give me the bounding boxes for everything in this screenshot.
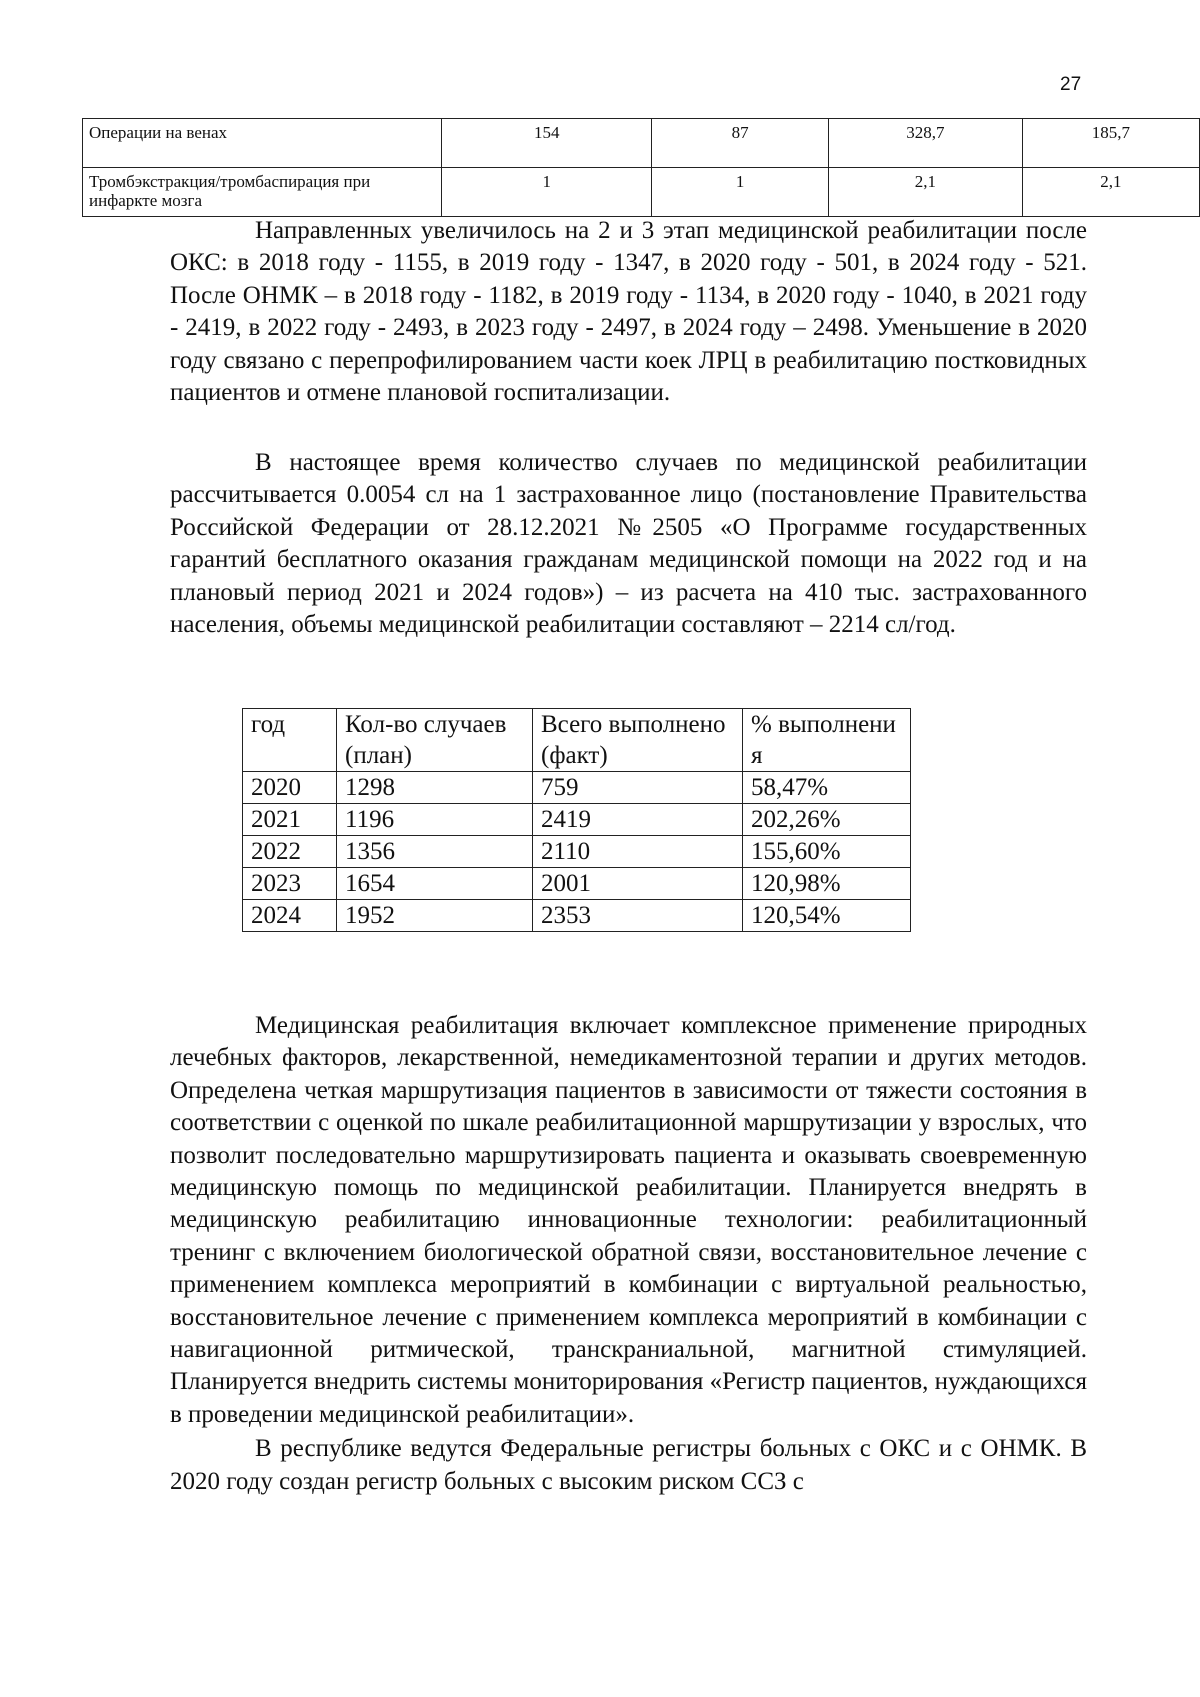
table-cell: 1: [652, 168, 829, 217]
table-cell: 328,7: [829, 119, 1023, 168]
table-row: [243, 900, 911, 932]
table-cell: 2024: [243, 900, 337, 932]
table-cell: 120,98%: [743, 868, 911, 900]
surgery-table: [82, 118, 1200, 217]
table-cell: 1356: [337, 836, 533, 868]
header-year: год: [243, 709, 337, 772]
table-cell: 1196: [337, 804, 533, 836]
paragraphs-rehab-methods: [170, 1010, 1087, 1498]
paragraph-text: В республике ведутся Федеральные регистры больных с ОКС и с ОНМК. В 2020 году создан регистр больных с высоким риском ССЗ с: [170, 1435, 1087, 1495]
table-cell: 120,54%: [743, 900, 911, 932]
table-cell: 58,47%: [743, 772, 911, 804]
table-cell: 759: [533, 772, 743, 804]
rehab-stats-table: [242, 708, 911, 932]
table-row: [243, 868, 911, 900]
header-percent: % выполнени я: [743, 709, 911, 772]
paragraph-text: Медицинская реабилитация включает комплексное применение природных лечебных факторов, лекарственной, немедикаментозной терапии и других методов. Определена четкая маршрутизация пациентов в зависимости от тяжести состояния в соответствии с оценкой по шкале реабилитационной маршрутизации у взрослых, что позволит последовательно маршрутизировать пациента и оказывать своевременную медицинскую помощь по медицинской реабилитации. Планируется внедрять в медицинскую реабилитацию инновационные технологии: реабилитационный тренинг с включением биологической обратной связи, восстановительное лечение с применением комплекса мероприятий в комбинации с виртуальной реальностью, восстановительное лечение с применением комплекса мероприятий в комбинации с навигационной ритмической, транскраниальной, магнитной стимуляцией. Планируется внедрить системы мониторирования «Регистр пациентов, нуждающихся в проведении медицинской реабилитации».: [170, 1012, 1087, 1428]
header-planned: Кол-во случаев (план): [337, 709, 533, 772]
table-cell: 2001: [533, 868, 743, 900]
table-cell: 2419: [533, 804, 743, 836]
table-cell: 185,7: [1022, 119, 1199, 168]
paragraph-rehab-referrals: [170, 215, 1087, 409]
table-row: [243, 836, 911, 868]
table-cell: 1654: [337, 868, 533, 900]
table-cell: 2023: [243, 868, 337, 900]
table-cell: 1298: [337, 772, 533, 804]
table-cell: 154: [442, 119, 652, 168]
table-row: [83, 119, 1200, 168]
paragraph-rehab-volume: [170, 447, 1087, 641]
header-done: Всего выполнено (факт): [533, 709, 743, 772]
table-cell: 1952: [337, 900, 533, 932]
table-cell: 2110: [533, 836, 743, 868]
table-header-row: [243, 709, 911, 772]
page-number: 27: [1060, 74, 1082, 95]
paragraph-text: В настоящее время количество случаев по медицинской реабилитации рассчитывается 0.0054 сл на 1 застрахованное лицо (постановление Правительства Российской Федерации от 28.12.2021 №2505 «О Программе государственных гарантий бесплатного оказания гражданам медицинской помощи на 2022 год и на плановый период 2021 и 2024 годов») – из расчета на 410 тыс. застрахованного населения, объемы медицинской реабилитации составляют – 2214 сл/год.: [170, 449, 1087, 639]
table-cell: 155,60%: [743, 836, 911, 868]
table-cell: 87: [652, 119, 829, 168]
table-row: [243, 804, 911, 836]
table-cell: 2,1: [1022, 168, 1199, 217]
table-cell: 1: [442, 168, 652, 217]
paragraph-text: Направленных увеличилось на 2 и 3 этап медицинской реабилитации после ОКС: в 2018 году - 1155, в 2019 году - 1347, в 2020 году - 501, в 2024 году - 521. После ОНМК – в 2018 году - 1182, в 2019 году - 1134, в 2020 году - 1040, в 2021 году - 2419, в 2022 году - 2493, в 2023 году - 2497, в 2024 году – 2498. Уменьшение в 2020 году связано с перепрофилированием части коек ЛРЦ в реабилитацию постковидных пациентов и отмене плановой госпитализации.: [170, 217, 1087, 407]
table-cell: 2,1: [829, 168, 1023, 217]
table-cell: 2020: [243, 772, 337, 804]
table-cell: 2022: [243, 836, 337, 868]
table-cell: 2353: [533, 900, 743, 932]
table-cell: Операции на венах: [83, 119, 442, 168]
table-row: [83, 168, 1200, 217]
table-cell: 2021: [243, 804, 337, 836]
table-cell: Тромбэкстракция/тромбаспирация при инфаркте мозга: [83, 168, 442, 217]
table-cell: 202,26%: [743, 804, 911, 836]
table-row: [243, 772, 911, 804]
